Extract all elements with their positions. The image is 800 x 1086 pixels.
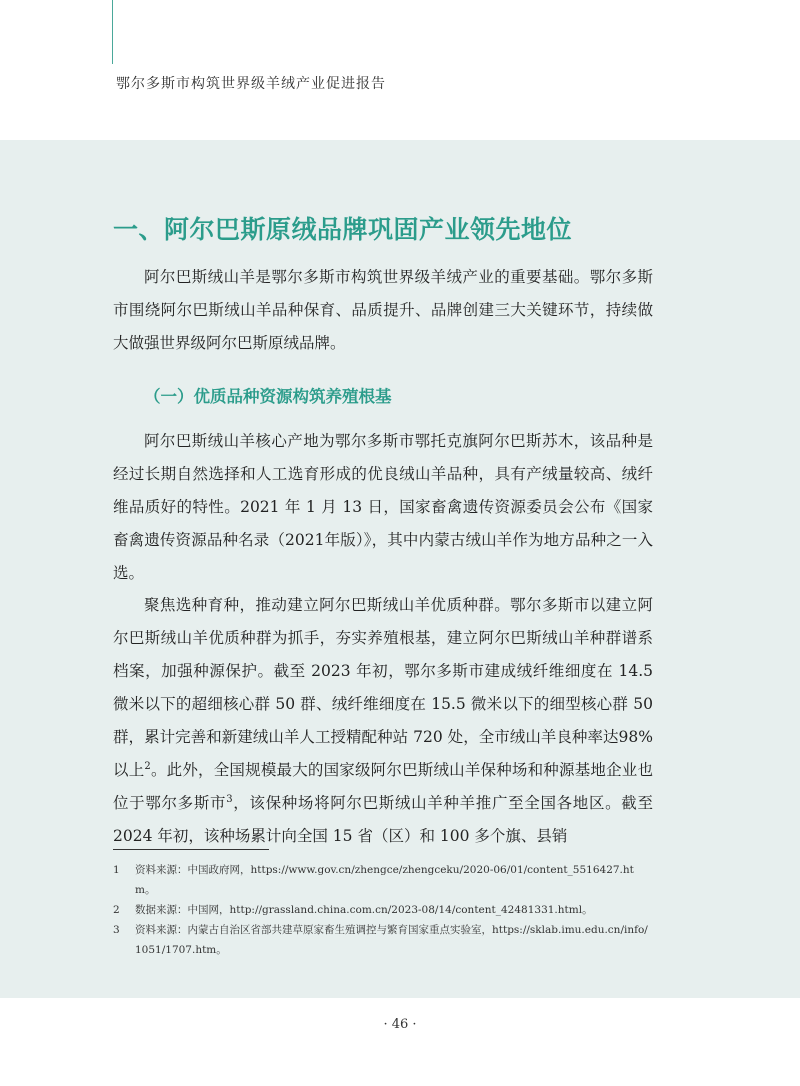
footnote-number: 3 bbox=[113, 924, 120, 936]
footnote-divider bbox=[113, 849, 269, 850]
footnote-1 bbox=[113, 860, 653, 900]
body-paragraph-1: 阿尔巴斯绒山羊核心产地为鄂尔多斯市鄂托克旗阿尔巴斯苏木，该品种是经过长期自然选择和人工选育形成的优良绒山羊品种，具有产绒量较高、绒纤维品质好的特性。2021 年 1 月 13 日，国家畜禽遗传资源委员会公布《国家畜禽遗传资源品种名录（2021年版）》，其中内蒙古绒山羊作为地方品种之一入选。 bbox=[113, 432, 653, 582]
footnote-number: 2 bbox=[113, 904, 120, 916]
footnote-text: 资料来源：内蒙古自治区省部共建草原家畜生殖调控与繁育国家重点实验室，https://sklab.imu.edu.cn/info/1051/1707.htm。 bbox=[135, 924, 648, 956]
subsection-title: （一）优质品种资源构筑养殖根基 bbox=[144, 387, 392, 406]
running-header-title: 鄂尔多斯市构筑世界级羊绒产业促进报告 bbox=[116, 76, 386, 92]
paragraph-text: ，该保种场将阿尔巴斯绒山羊种羊推广至全国各地区。截至 2024 年初，该种场累计向全国 15 省（区）和 100 多个旗、县销 bbox=[113, 794, 653, 845]
intro-paragraph: 阿尔巴斯绒山羊是鄂尔多斯市构筑世界级羊绒产业的重要基础。鄂尔多斯市围绕阿尔巴斯绒山羊品种保育、品质提升、品牌创建三大关键环节，持续做大做强世界级阿尔巴斯原绒品牌。 bbox=[113, 268, 653, 352]
footnote-2 bbox=[113, 900, 653, 920]
paragraph-text: 。此外，全国规模最大的国家级阿尔巴斯绒山羊保种场和种源基地企业也位于鄂尔多斯市 bbox=[113, 761, 653, 812]
body-paragraph-2 bbox=[113, 589, 653, 853]
section-title: 一、阿尔巴斯原绒品牌巩固产业领先地位 bbox=[113, 215, 573, 244]
footnote-number: 1 bbox=[113, 864, 120, 876]
footnote-ref-2[interactable]: 2 bbox=[144, 760, 151, 772]
footnote-3 bbox=[113, 920, 653, 960]
footnotes bbox=[113, 860, 653, 960]
header-rule bbox=[112, 0, 113, 64]
footnote-text: 数据来源：中国网，http://grassland.china.com.cn/2023-08/14/content_42481331.html。 bbox=[135, 904, 593, 916]
page-number: · 46 · bbox=[383, 1017, 417, 1032]
paragraph-text: 聚焦选种育种，推动建立阿尔巴斯绒山羊优质种群。鄂尔多斯市以建立阿尔巴斯绒山羊优质种群为抓手，夯实养殖根基，建立阿尔巴斯绒山羊种群谱系档案，加强种源保护。截至 2023 年初，鄂尔多斯市建成绒纤维细度在 14.5 微米以下的超细核心群 50 群、绒纤维细度在 15.5 微米以下的细型核心群 50 群，累计完善和新建绒山羊人工授精配种站 720 处，全市绒山羊良种率达98% 以上 bbox=[113, 596, 653, 779]
footnote-ref-3[interactable]: 3 bbox=[226, 793, 233, 805]
page-header bbox=[0, 0, 800, 140]
footnote-text: 资料来源：中国政府网，https://www.gov.cn/zhengce/zhengceku/2020-06/01/content_5516427.htm。 bbox=[135, 864, 634, 896]
content-area bbox=[0, 140, 800, 998]
